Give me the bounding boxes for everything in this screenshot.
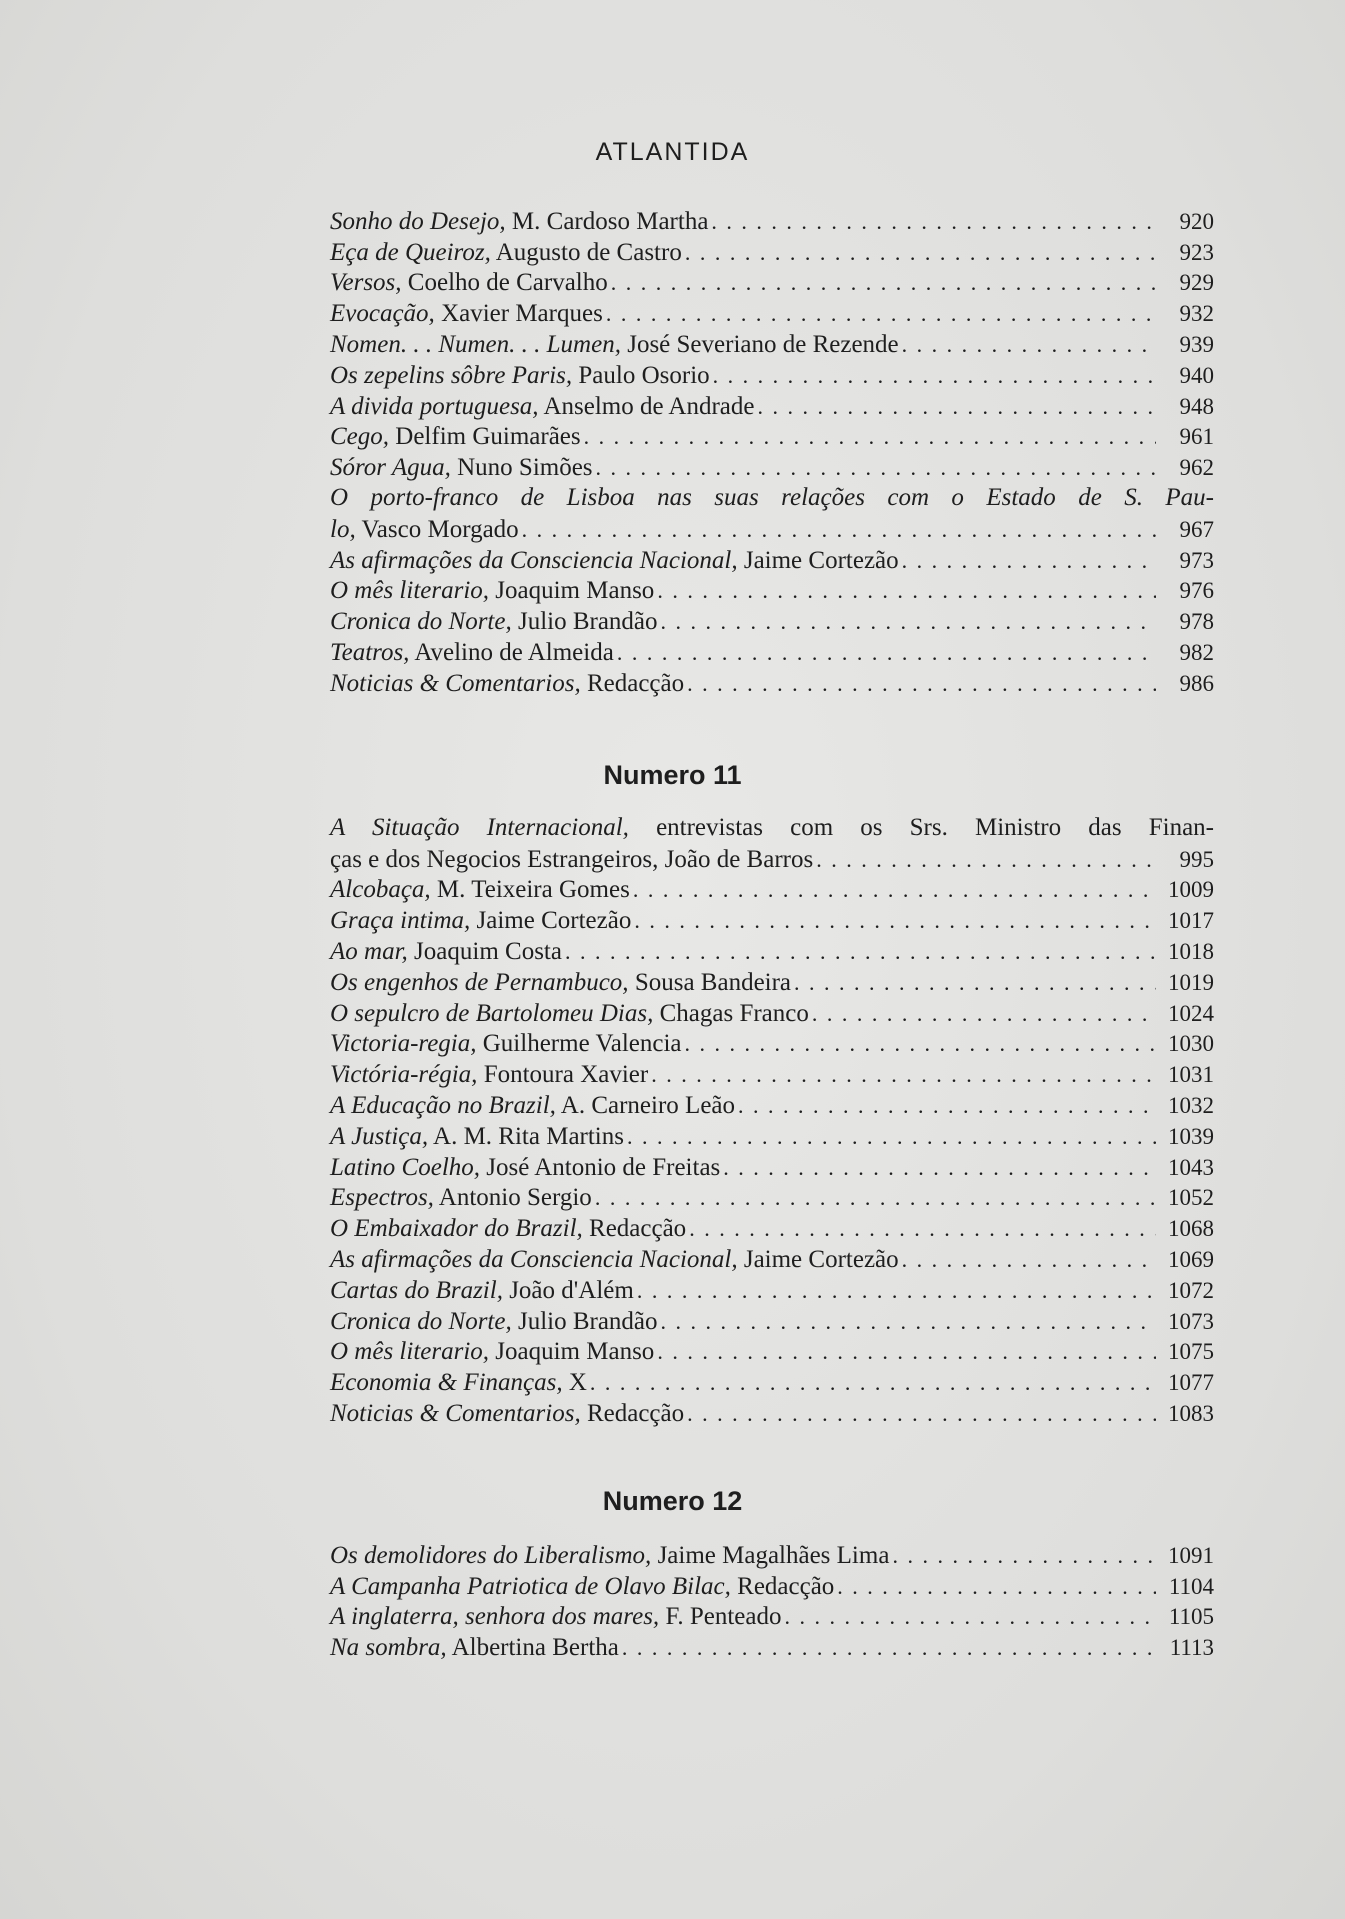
leader-dots <box>755 392 1157 422</box>
entry-page: 1069 <box>1168 1246 1214 1272</box>
entry-page: 1043 <box>1168 1154 1214 1180</box>
leader-dots <box>608 268 1156 298</box>
toc-entry <box>330 1121 1214 1152</box>
entry-author: Julio Brandão <box>517 608 658 636</box>
entry-author: Albertina Bertha <box>451 1634 619 1662</box>
running-head: ATLANTIDA <box>595 138 750 166</box>
entry-page: 961 <box>1179 424 1214 450</box>
toc-entry <box>330 206 1214 237</box>
entry-author-cont: ças e dos Negocios Estrangeiros, João de Barros <box>330 845 814 873</box>
entry-title: Alcobaça, <box>330 876 431 904</box>
toc-entry <box>330 422 1214 453</box>
toc-entry <box>330 668 1214 699</box>
toc-entry <box>330 1306 1214 1337</box>
entry-page: 1072 <box>1168 1277 1214 1303</box>
toc-entry <box>330 298 1214 329</box>
entry-title: Cronica do Norte, <box>330 1307 512 1335</box>
entry-author: Avelino de Almeida <box>414 638 614 666</box>
leader-dots <box>654 576 1156 606</box>
entry-author: Julio Brandão <box>517 1307 658 1335</box>
entry-author: Fontoura Xavier <box>483 1061 649 1089</box>
entry-author: Joaquim Costa <box>414 937 562 965</box>
entry-page: 940 <box>1179 362 1214 388</box>
toc-entry <box>330 1275 1214 1306</box>
entry-page: 1091 <box>1168 1542 1214 1568</box>
entry-page: 967 <box>1179 516 1214 542</box>
entry-title-cont: lo, <box>330 515 356 543</box>
leader-dots <box>682 1029 1156 1059</box>
entry-title: Economia & Finanças, <box>330 1369 563 1397</box>
toc-entry <box>330 1571 1214 1602</box>
toc-entry <box>330 1029 1214 1060</box>
entry-title: O Embaixador do Brazil, <box>330 1215 583 1243</box>
leader-dots <box>648 1060 1156 1090</box>
entry-author: Nuno Simões <box>457 454 593 482</box>
toc-section-2 <box>330 813 1214 1429</box>
toc-entry <box>330 1398 1214 1429</box>
entry-title: Espectros, <box>330 1184 434 1212</box>
leader-dots <box>654 1337 1156 1367</box>
entry-page: 1030 <box>1168 1031 1214 1057</box>
entry-page: 973 <box>1179 547 1214 573</box>
toc-entry <box>330 1632 1214 1663</box>
entry-title: A divida portuguesa, <box>330 392 539 420</box>
leader-dots <box>603 299 1156 329</box>
entry-title: A Campanha Patriotica de Olavo Bilac, <box>330 1572 731 1600</box>
leader-dots <box>813 845 1156 875</box>
leader-dots <box>624 1122 1156 1152</box>
entry-author: Guilherme Valencia <box>482 1030 682 1058</box>
entry-page: 1052 <box>1168 1185 1214 1211</box>
toc-entry <box>330 1090 1214 1121</box>
leader-dots <box>631 906 1156 936</box>
leader-dots <box>781 1602 1156 1632</box>
leader-dots <box>519 515 1156 545</box>
leader-dots <box>735 1091 1156 1121</box>
leader-dots <box>791 968 1156 998</box>
entry-title: Eça de Queiroz, <box>330 238 491 266</box>
entry-title: Os engenhos de Pernambuco, <box>330 968 629 996</box>
entry-author: A. Carneiro Leão <box>560 1091 736 1119</box>
entry-page: 1104 <box>1168 1573 1214 1599</box>
toc-entry <box>330 1602 1214 1633</box>
entry-page: 1024 <box>1168 1000 1214 1026</box>
entry-page: 1075 <box>1168 1339 1214 1365</box>
entry-title: As afirmações da Consciencia Nacional, <box>330 546 738 574</box>
entry-title: Victoria-regia, <box>330 1030 477 1058</box>
entry-author: Coelho de Carvalho <box>407 269 608 297</box>
entry-page: 995 <box>1179 846 1214 872</box>
toc-entry <box>330 1183 1214 1214</box>
entry-author: Anselmo de Andrade <box>543 392 755 420</box>
entry-title: O porto-franco de Lisboa nas suas relações com o Estado de S. Pau- <box>330 484 1214 512</box>
leader-dots <box>592 1183 1156 1213</box>
entry-page: 939 <box>1179 331 1214 357</box>
entry-title: Os zepelins sôbre Paris, <box>330 361 573 389</box>
entry-title: Sonho do Desejo, <box>330 207 506 235</box>
leader-dots <box>634 1276 1156 1306</box>
entry-author: João d'Além <box>509 1276 634 1304</box>
toc-section-1 <box>330 206 1214 699</box>
entry-author: F. Penteado <box>665 1603 782 1631</box>
leader-dots <box>899 1245 1156 1275</box>
entry-title: O mês literario, <box>330 577 490 605</box>
entry-author: José Antonio de Freitas <box>486 1153 721 1181</box>
entry-author: X <box>568 1369 587 1397</box>
entry-author: Chagas Franco <box>659 999 809 1027</box>
section-heading: Numero 11 <box>603 760 742 790</box>
entry-title: A inglaterra, senhora dos mares, <box>330 1603 660 1631</box>
toc-entry <box>330 1540 1214 1571</box>
leader-dots <box>686 1214 1156 1244</box>
leader-dots <box>658 1307 1156 1337</box>
toc-entry <box>330 637 1214 668</box>
entry-page: 978 <box>1179 609 1214 635</box>
toc-entry <box>330 1213 1214 1244</box>
entry-page: 1031 <box>1168 1062 1214 1088</box>
leader-dots <box>720 1153 1156 1183</box>
entry-author: A. M. Rita Martins <box>433 1122 624 1150</box>
entry-page: 986 <box>1179 670 1214 696</box>
toc-entry <box>330 483 1214 545</box>
leader-dots <box>889 1541 1156 1571</box>
entry-title: O sepulcro de Bartolomeu Dias, <box>330 999 654 1027</box>
entry-page: 976 <box>1179 578 1214 604</box>
entry-title: A Justiça, <box>330 1122 429 1150</box>
toc-entry <box>330 545 1214 576</box>
entry-author: Sousa Bandeira <box>634 968 792 996</box>
entry-title: Noticias & Comentarios, <box>330 669 581 697</box>
entry-title: Evocação, <box>330 300 435 328</box>
leader-dots <box>587 1368 1156 1398</box>
leader-dots <box>614 638 1156 668</box>
leader-dots <box>710 361 1156 391</box>
entry-author: M. Cardoso Martha <box>511 207 709 235</box>
toc-entry <box>330 1244 1214 1275</box>
entry-author: Jaime Cortezão <box>743 546 899 574</box>
leader-dots <box>684 669 1156 699</box>
entry-title: As afirmações da Consciencia Nacional, <box>330 1245 738 1273</box>
entry-author: Delfim Guimarães <box>395 423 581 451</box>
leader-dots <box>708 207 1156 237</box>
toc-entry <box>330 1367 1214 1398</box>
leader-dots <box>581 422 1156 452</box>
leader-dots <box>899 330 1156 360</box>
entry-title: Cronica do Norte, <box>330 608 512 636</box>
entry-author: Vasco Morgado <box>361 515 519 543</box>
leader-dots <box>630 875 1156 905</box>
entry-page: 1019 <box>1168 969 1214 995</box>
entry-page: 1105 <box>1168 1604 1214 1630</box>
entry-author: M. Teixeira Gomes <box>436 876 630 904</box>
entry-page: 1073 <box>1168 1308 1214 1334</box>
leader-dots <box>682 238 1156 268</box>
toc-entry <box>330 1337 1214 1368</box>
leader-dots <box>562 937 1156 967</box>
entry-author: Joaquim Manso <box>495 1338 655 1366</box>
entry-author: Redacção <box>589 1215 687 1243</box>
entry-title: Versos, <box>330 269 402 297</box>
entry-author: Paulo Osorio <box>578 361 710 389</box>
leader-dots <box>684 1399 1156 1429</box>
entry-page: 920 <box>1179 208 1214 234</box>
toc-entry <box>330 1059 1214 1090</box>
entry-title: A Situação Internacional, <box>330 814 629 841</box>
toc-entry <box>330 268 1214 299</box>
entry-page: 1032 <box>1168 1092 1214 1118</box>
entry-page: 1083 <box>1168 1400 1214 1426</box>
entry-author: José Severiano de Rezende <box>627 330 899 358</box>
toc-entry <box>330 998 1214 1029</box>
entry-title: Graça intima, <box>330 907 471 935</box>
entry-title: O mês literario, <box>330 1338 490 1366</box>
entry-page: 948 <box>1179 393 1214 419</box>
entry-author: Redacção <box>586 669 685 697</box>
entry-page: 962 <box>1179 455 1214 481</box>
toc-entry <box>330 1152 1214 1183</box>
leader-dots <box>899 546 1156 576</box>
toc-entry <box>330 936 1214 967</box>
entry-title: Nomen. . . Numen. . . Lumen, <box>330 330 621 358</box>
entry-title: Na sombra, <box>330 1634 447 1662</box>
entry-author: Jaime Magalhães Lima <box>657 1541 890 1569</box>
entry-page: 1018 <box>1168 938 1214 964</box>
entry-author: Jaime Cortezão <box>743 1245 899 1273</box>
leader-dots <box>619 1633 1156 1663</box>
entry-title: Cartas do Brazil, <box>330 1276 503 1304</box>
toc-entry <box>330 391 1214 422</box>
entry-author: Redacção <box>586 1399 685 1427</box>
entry-title: A Educação no Brazil, <box>330 1091 556 1119</box>
entry-title: Victória-régia, <box>330 1061 478 1089</box>
entry-title: Ao mar, <box>330 937 408 965</box>
entry-author: Redacção <box>737 1572 835 1600</box>
entry-page: 982 <box>1179 639 1214 665</box>
entry-author: entrevistas com os Srs. Ministro das Finan- <box>656 814 1214 841</box>
entry-title: Latino Coelho, <box>330 1153 481 1181</box>
leader-dots <box>593 453 1156 483</box>
entry-author: Antonio Sergio <box>438 1184 592 1212</box>
entry-page: 1039 <box>1168 1123 1214 1149</box>
entry-author: Augusto de Castro <box>495 238 682 266</box>
toc-entry <box>330 905 1214 936</box>
toc-entry <box>330 452 1214 483</box>
toc-section-3 <box>330 1540 1214 1663</box>
toc-entry <box>330 576 1214 607</box>
toc-entry <box>330 237 1214 268</box>
toc-entry <box>330 813 1214 875</box>
toc-entry <box>330 875 1214 906</box>
entry-title: Teatros, <box>330 638 410 666</box>
entry-title: Os demolidores do Liberalismo, <box>330 1541 652 1569</box>
section-heading: Numero 12 <box>602 1486 743 1516</box>
toc-entry <box>330 360 1214 391</box>
entry-author: Jaime Cortezão <box>476 907 632 935</box>
entry-page: 1113 <box>1169 1635 1214 1661</box>
entry-page: 932 <box>1179 301 1214 327</box>
entry-title: Sóror Agua, <box>330 454 451 482</box>
leader-dots <box>809 999 1156 1029</box>
entry-page: 1077 <box>1168 1370 1214 1396</box>
entry-page: 1009 <box>1168 877 1214 903</box>
entry-title: Noticias & Comentarios, <box>330 1399 581 1427</box>
entry-page: 923 <box>1179 239 1214 265</box>
entry-author: Xavier Marques <box>441 300 603 328</box>
toc-entry <box>330 967 1214 998</box>
entry-page: 929 <box>1179 270 1214 296</box>
toc-entry <box>330 329 1214 360</box>
entry-page: 1017 <box>1168 908 1214 934</box>
leader-dots <box>834 1572 1156 1602</box>
leader-dots <box>658 607 1156 637</box>
entry-author: Joaquim Manso <box>495 577 655 605</box>
entry-page: 1068 <box>1168 1216 1214 1242</box>
toc-entry <box>330 606 1214 637</box>
entry-title: Cego, <box>330 423 390 451</box>
